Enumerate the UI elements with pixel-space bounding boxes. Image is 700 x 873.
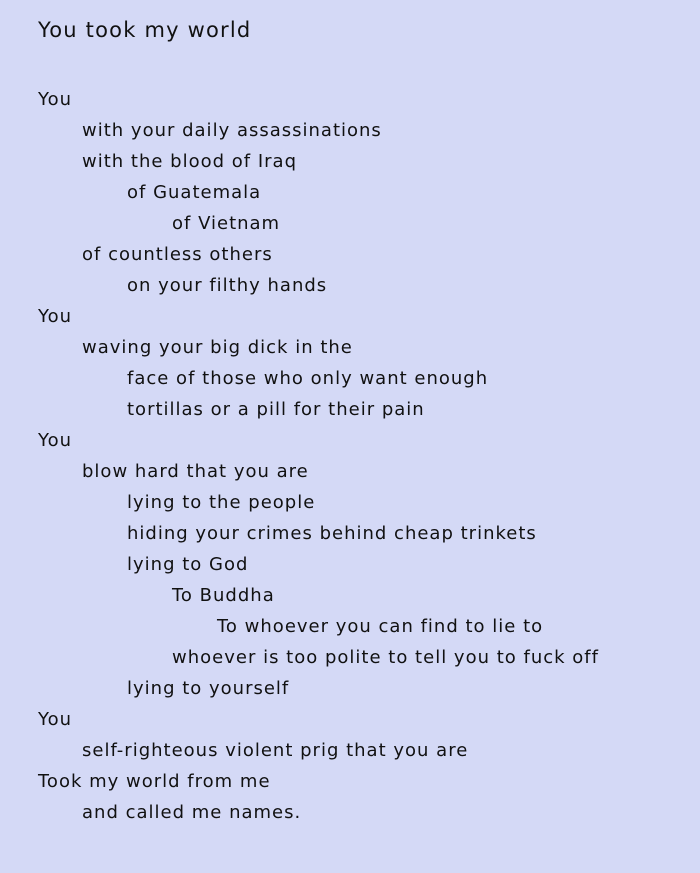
poem-line: with the blood of Iraq [82,151,298,172]
poem-line: You [38,306,73,327]
poem-line: blow hard that you are [82,461,309,482]
poem-line: whoever is too polite to tell you to fuck off [172,647,599,668]
poem-line: self-righteous violent prig that you are [82,740,469,761]
poem-line: waving your big dick in the [82,337,353,358]
poem-line: with your daily assassinations [82,120,382,141]
poem-line: on your filthy hands [127,275,328,296]
poem-line: face of those who only want enough [127,368,489,389]
poem-line: tortillas or a pill for their pain [127,399,425,420]
poem-line: To whoever you can find to lie to [217,616,544,637]
poem-title: You took my world [38,18,252,42]
poem-line: of countless others [82,244,273,265]
poem-line: You [38,89,73,110]
poem-line: lying to God [127,554,249,575]
poem-line: lying to the people [127,492,316,513]
poem-line: You [38,430,73,451]
poem-body [38,84,688,828]
poem-line: of Guatemala [127,182,262,203]
poem-line: To Buddha [172,585,275,606]
poem-line: Took my world from me [38,771,271,792]
poem-line: lying to yourself [127,678,290,699]
poem-line: of Vietnam [172,213,281,234]
poem-line: You [38,709,73,730]
poem-line: and called me names. [82,802,302,823]
poem-line: hiding your crimes behind cheap trinkets [127,523,537,544]
